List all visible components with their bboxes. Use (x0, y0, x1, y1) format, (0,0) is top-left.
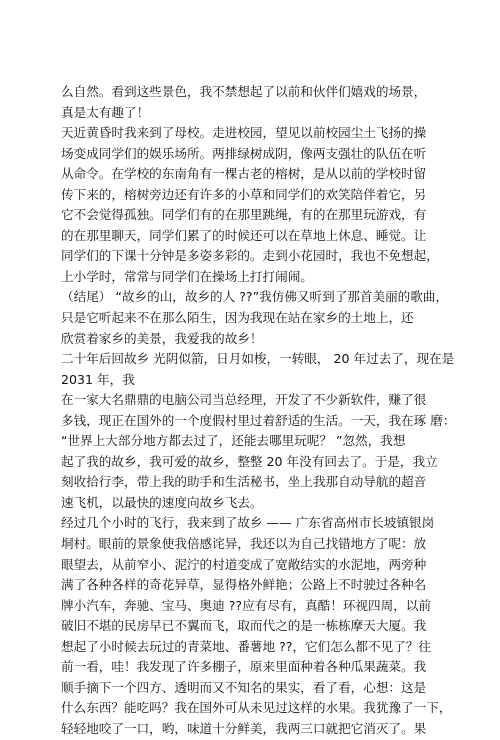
text-line: 经过几个小时的飞行，我来到了故乡 —— 广东省高州市长坡镇银岗 (61, 515, 435, 531)
text-line: 满了各种各样的奇花异草，显得格外鲜艳；公路上不时驶过各种名 (61, 577, 427, 593)
text-line: 起了我的故乡，我可爱的故乡，整整 20 年没有回去了。于是，我立 (61, 453, 438, 469)
text-line: 速飞机，以最快的速度向故乡飞去。 (61, 494, 263, 510)
text-line: 想起了小时候去玩过的青菜地、番薯地 ??，它们怎么都不见了？往 (61, 638, 431, 654)
text-line: 上小学时，常常与同学们在操场上打打闹闹。 (61, 268, 313, 284)
text-line: 牌小汽车，奔驰、宝马、奥迪 ??应有尽有，真酷！环视四周，以前 (61, 597, 431, 613)
text-line: 真是太有趣了！ (61, 104, 150, 120)
text-line: 场变成同学们的娱乐场所。两排绿树成阴，像两支强壮的队伍在听 (61, 145, 427, 161)
text-line: 轻轻地咬了一口，哟，味道十分鲜美，我两三口就把它消灭了。果 (61, 720, 427, 736)
text-line: 么自然。看到这些景色，我不禁想起了以前和伙伴们嬉戏的场景， (61, 84, 427, 99)
text-line: 传下来的，榕树旁边还有许多的小草和同学们的欢笑陪伴着它，另 (61, 186, 427, 202)
text-line: （结尾） “故乡的山，故乡的人 ??”我仿佛又听到了那首美丽的歌曲， (61, 289, 449, 305)
text-body (61, 82, 481, 740)
text-line: 刻收拾行李，带上我的助手和生活秘书，坐上我那自动导航的超音 (61, 474, 427, 490)
text-line: 二十年后回故乡 光阴似箭，日月如梭，一转眼， 20 年过去了，现在是 (61, 351, 455, 367)
text-line: 眼望去，从前窄小、泥泞的村道变成了宽敞结实的水泥地，两旁种 (61, 556, 427, 572)
text-line: 破旧不堪的民房早已不翼而飞，取而代之的是一栋栋摩天大厦。我 (61, 618, 427, 634)
text-line: 同学们的下课十分钟是多姿多彩的。走到小花园时，我也不免想起， (61, 248, 439, 264)
text-line: 只是它听起来不在那么陌生，因为我现在站在家乡的土地上，还 (61, 310, 414, 326)
text-line: “世界上大部分地方都去过了，还能去哪里玩呢？ ”忽然，我想 (61, 433, 406, 449)
text-line: 顺手摘下一个四方、透明而又不知名的果实，看了看，心想：这是 (61, 679, 427, 695)
text-line: 在一家大名鼎鼎的电脑公司当总经理，开发了不少新软件，赚了很 (61, 392, 427, 408)
text-line: 的在那里聊天，同学们累了的时候还可以在草地上休息、睡觉。让 (61, 227, 427, 243)
text-line: 天近黄昏时我来到了母校。走进校园，望见以前校园尘土飞扬的操 (61, 125, 427, 141)
text-line: 欣赏着家乡的美景，我爱我的故乡！ (61, 330, 263, 346)
text-line: 多钱，现正在国外的一个度假村里过着舒适的生活。一天，我在琢 磨： (61, 412, 456, 428)
text-line: 2031 年，我 (61, 371, 135, 387)
text-line: 什么东西？能吃吗？我在国外可从未见过这样的水果。我犹豫了一下， (61, 700, 452, 716)
text-line: 从命令。在学校的东南角有一棵古老的榕树，是从以前的学校时留 (61, 166, 427, 182)
text-line: 垌村。眼前的景象使我倍感诧异，我还以为自己找错地方了呢：放 (61, 536, 427, 552)
text-line: 前一看，哇！我发现了许多棚子，原来里面种着各种瓜果蔬菜。我 (61, 659, 427, 675)
text-line: 它不会觉得孤独。同学们有的在那里跳绳，有的在那里玩游戏，有 (61, 207, 427, 223)
